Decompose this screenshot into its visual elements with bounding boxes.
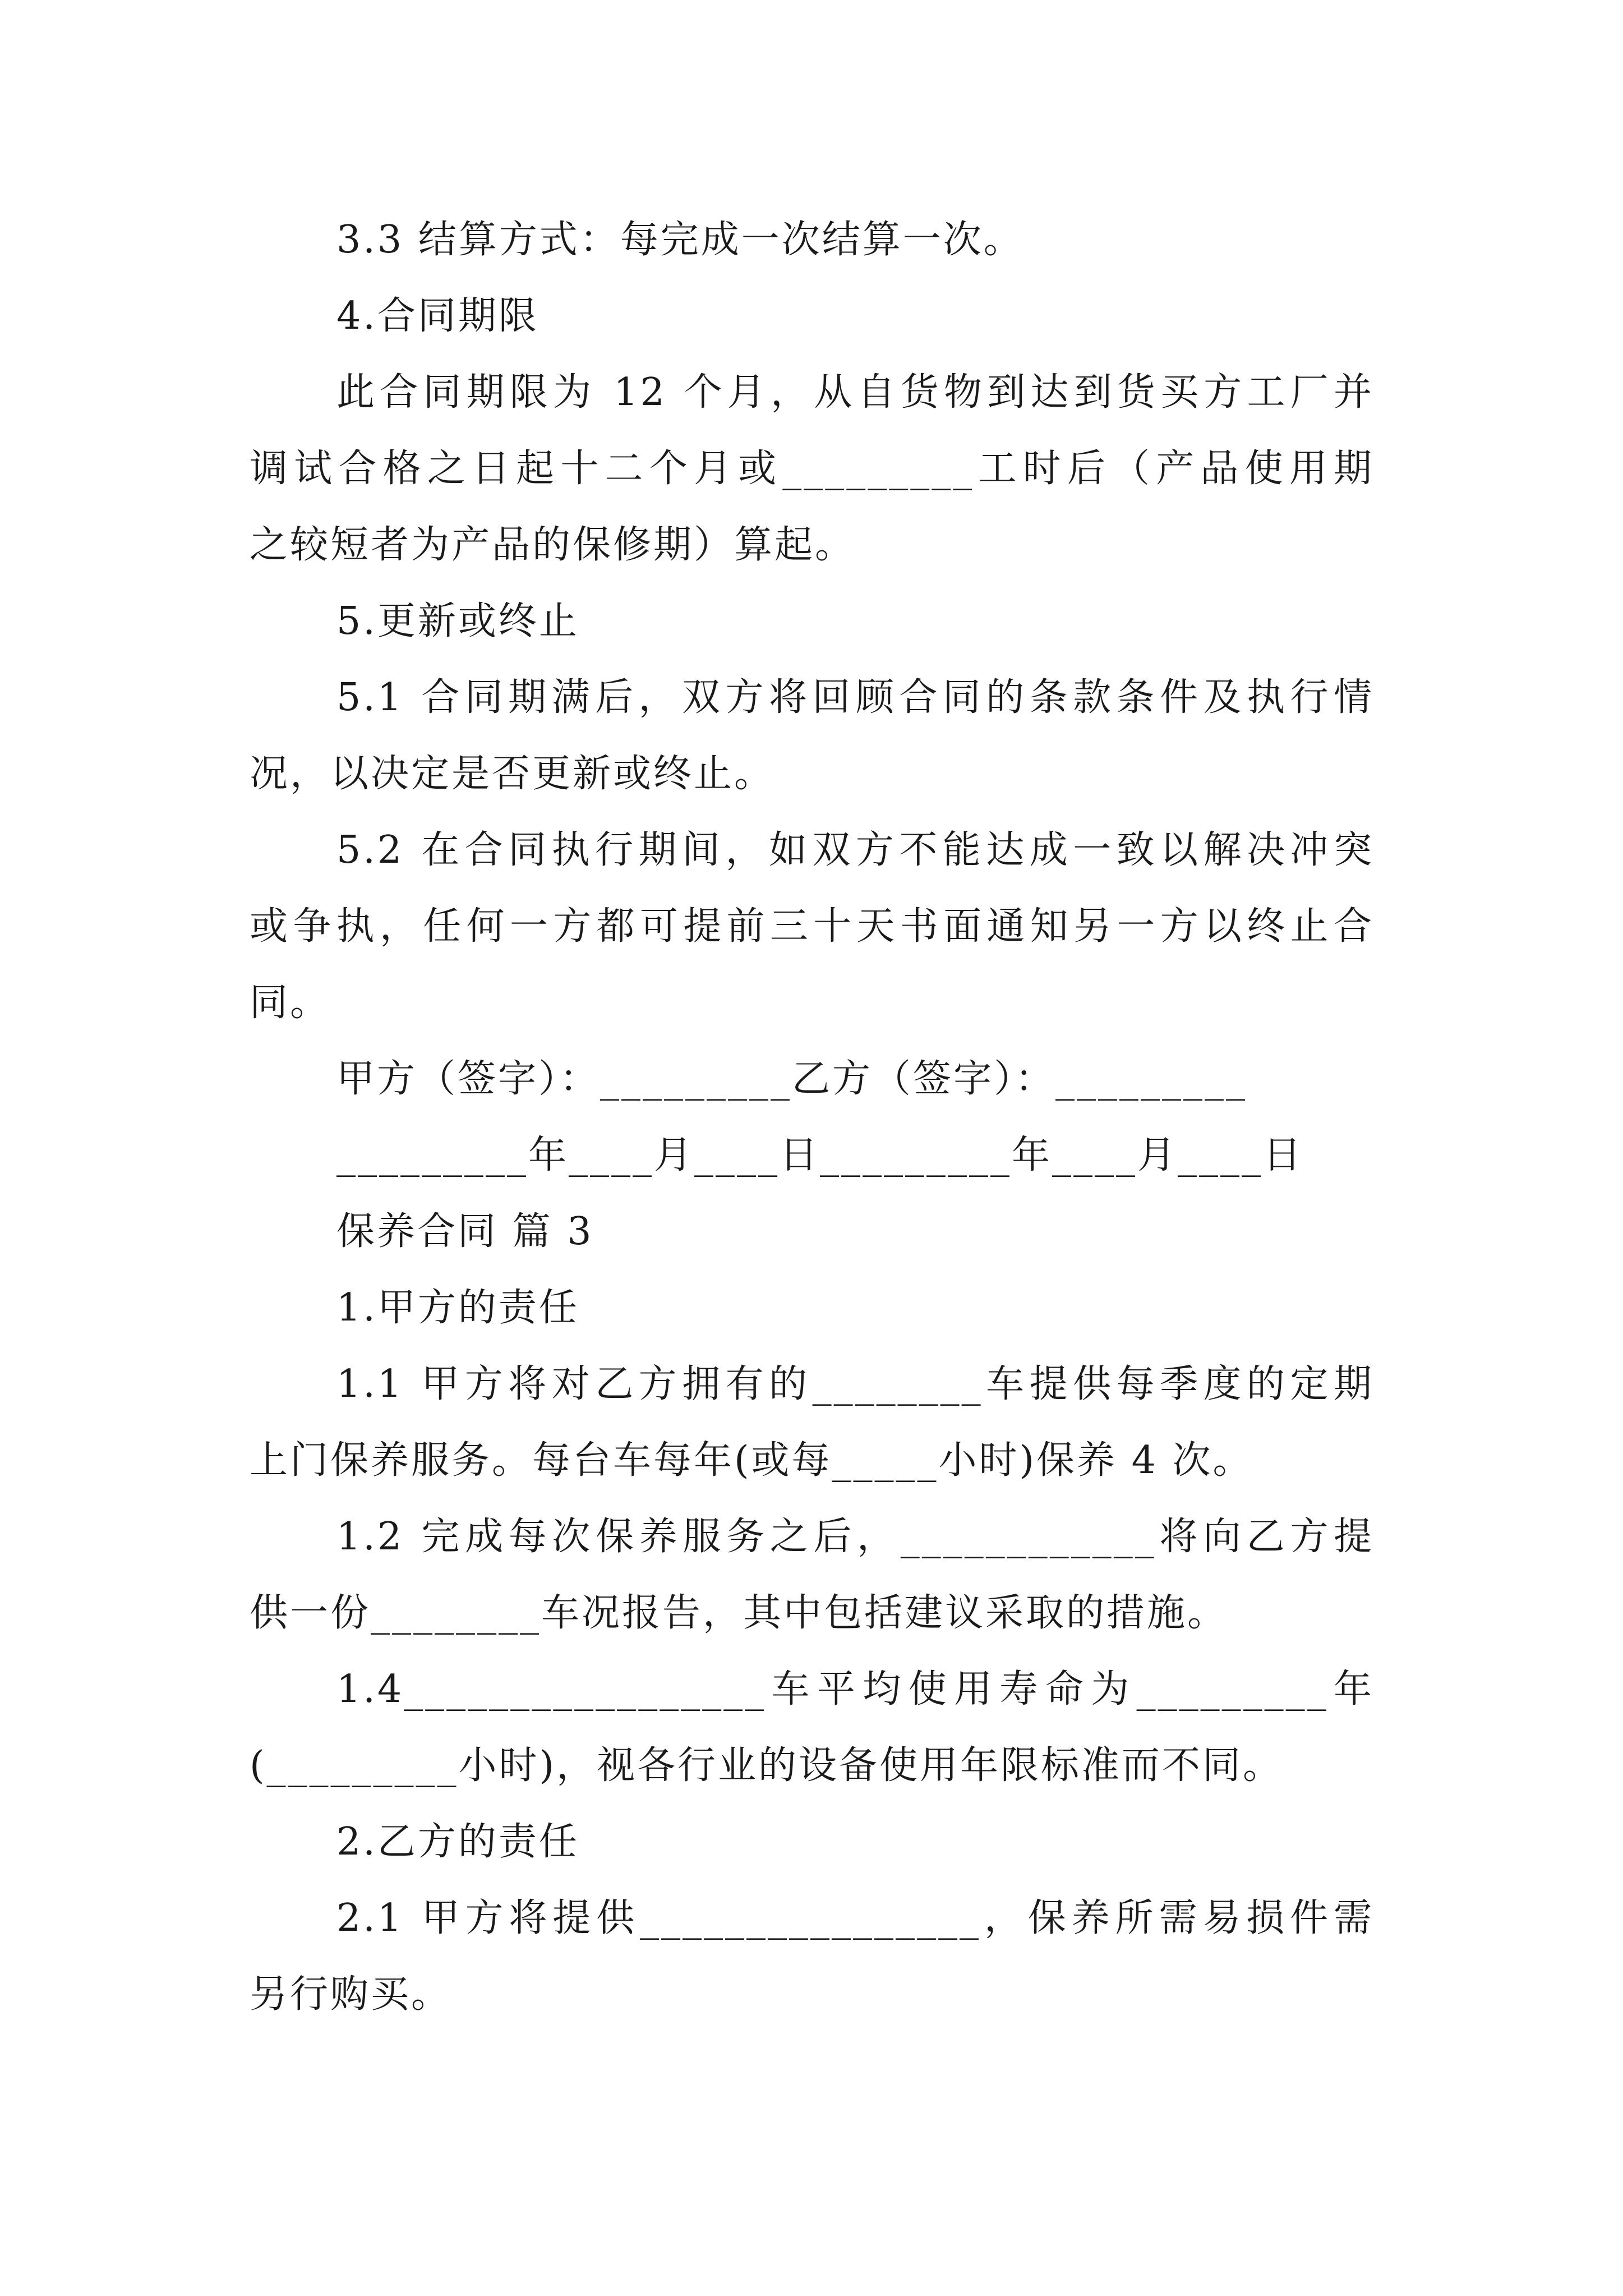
contract-title: 保养合同 篇 3	[336, 1209, 594, 1254]
paragraph-line: 1.1 甲方将对乙方拥有的________车提供每季度的定期	[336, 1362, 1374, 1406]
paragraph-line: 供一份________车况报告，其中包括建议采取的措施。	[250, 1591, 1228, 1635]
paragraph-line: 1.4_________________车平均使用寿命为_________年	[336, 1667, 1374, 1711]
paragraph-line: 或争执，任何一方都可提前三十天书面通知另一方以终止合	[250, 904, 1374, 949]
paragraph-line: 3.3 结算方式：每完成一次结算一次。	[336, 218, 1024, 262]
paragraph-line: 同。	[250, 981, 331, 1025]
paragraph-line: 之较短者为产品的保修期）算起。	[250, 523, 856, 567]
paragraph-line: (_________小时)，视各行业的设备使用年限标准而不同。	[250, 1743, 1284, 1788]
paragraph-line: 况，以决定是否更新或终止。	[250, 752, 775, 796]
section-heading: 2.乙方的责任	[336, 1820, 579, 1864]
signature-line: 甲方（签字）：_________乙方（签字）：_________	[336, 1057, 1248, 1101]
section-heading: 1.甲方的责任	[336, 1286, 579, 1330]
paragraph-line: 此合同期限为 12 个月，从自货物到达到货买方工厂并	[336, 370, 1374, 415]
paragraph-line: 调试合格之日起十二个月或_________工时后（产品使用期	[250, 447, 1374, 491]
paragraph-line: 5.2 在合同执行期间，如双方不能达成一致以解决冲突	[336, 828, 1374, 872]
paragraph-line: 2.1 甲方将提供________________，保养所需易损件需	[336, 1896, 1374, 1940]
document-page	[250, 202, 1374, 2033]
section-heading: 5.更新或终止	[336, 599, 579, 643]
date-line: _________年____月____日_________年____月____日	[336, 1133, 1304, 1177]
paragraph-line: 1.2 完成每次保养服务之后，____________将向乙方提	[336, 1515, 1374, 1559]
paragraph-line: 上门保养服务。每台车每年(或每_____小时)保养 4 次。	[250, 1438, 1253, 1483]
paragraph-line: 另行购买。	[250, 1972, 452, 2017]
section-heading: 4.合同期限	[336, 294, 539, 338]
paragraph-line: 5.1 合同期满后，双方将回顾合同的条款条件及执行情	[336, 675, 1374, 720]
